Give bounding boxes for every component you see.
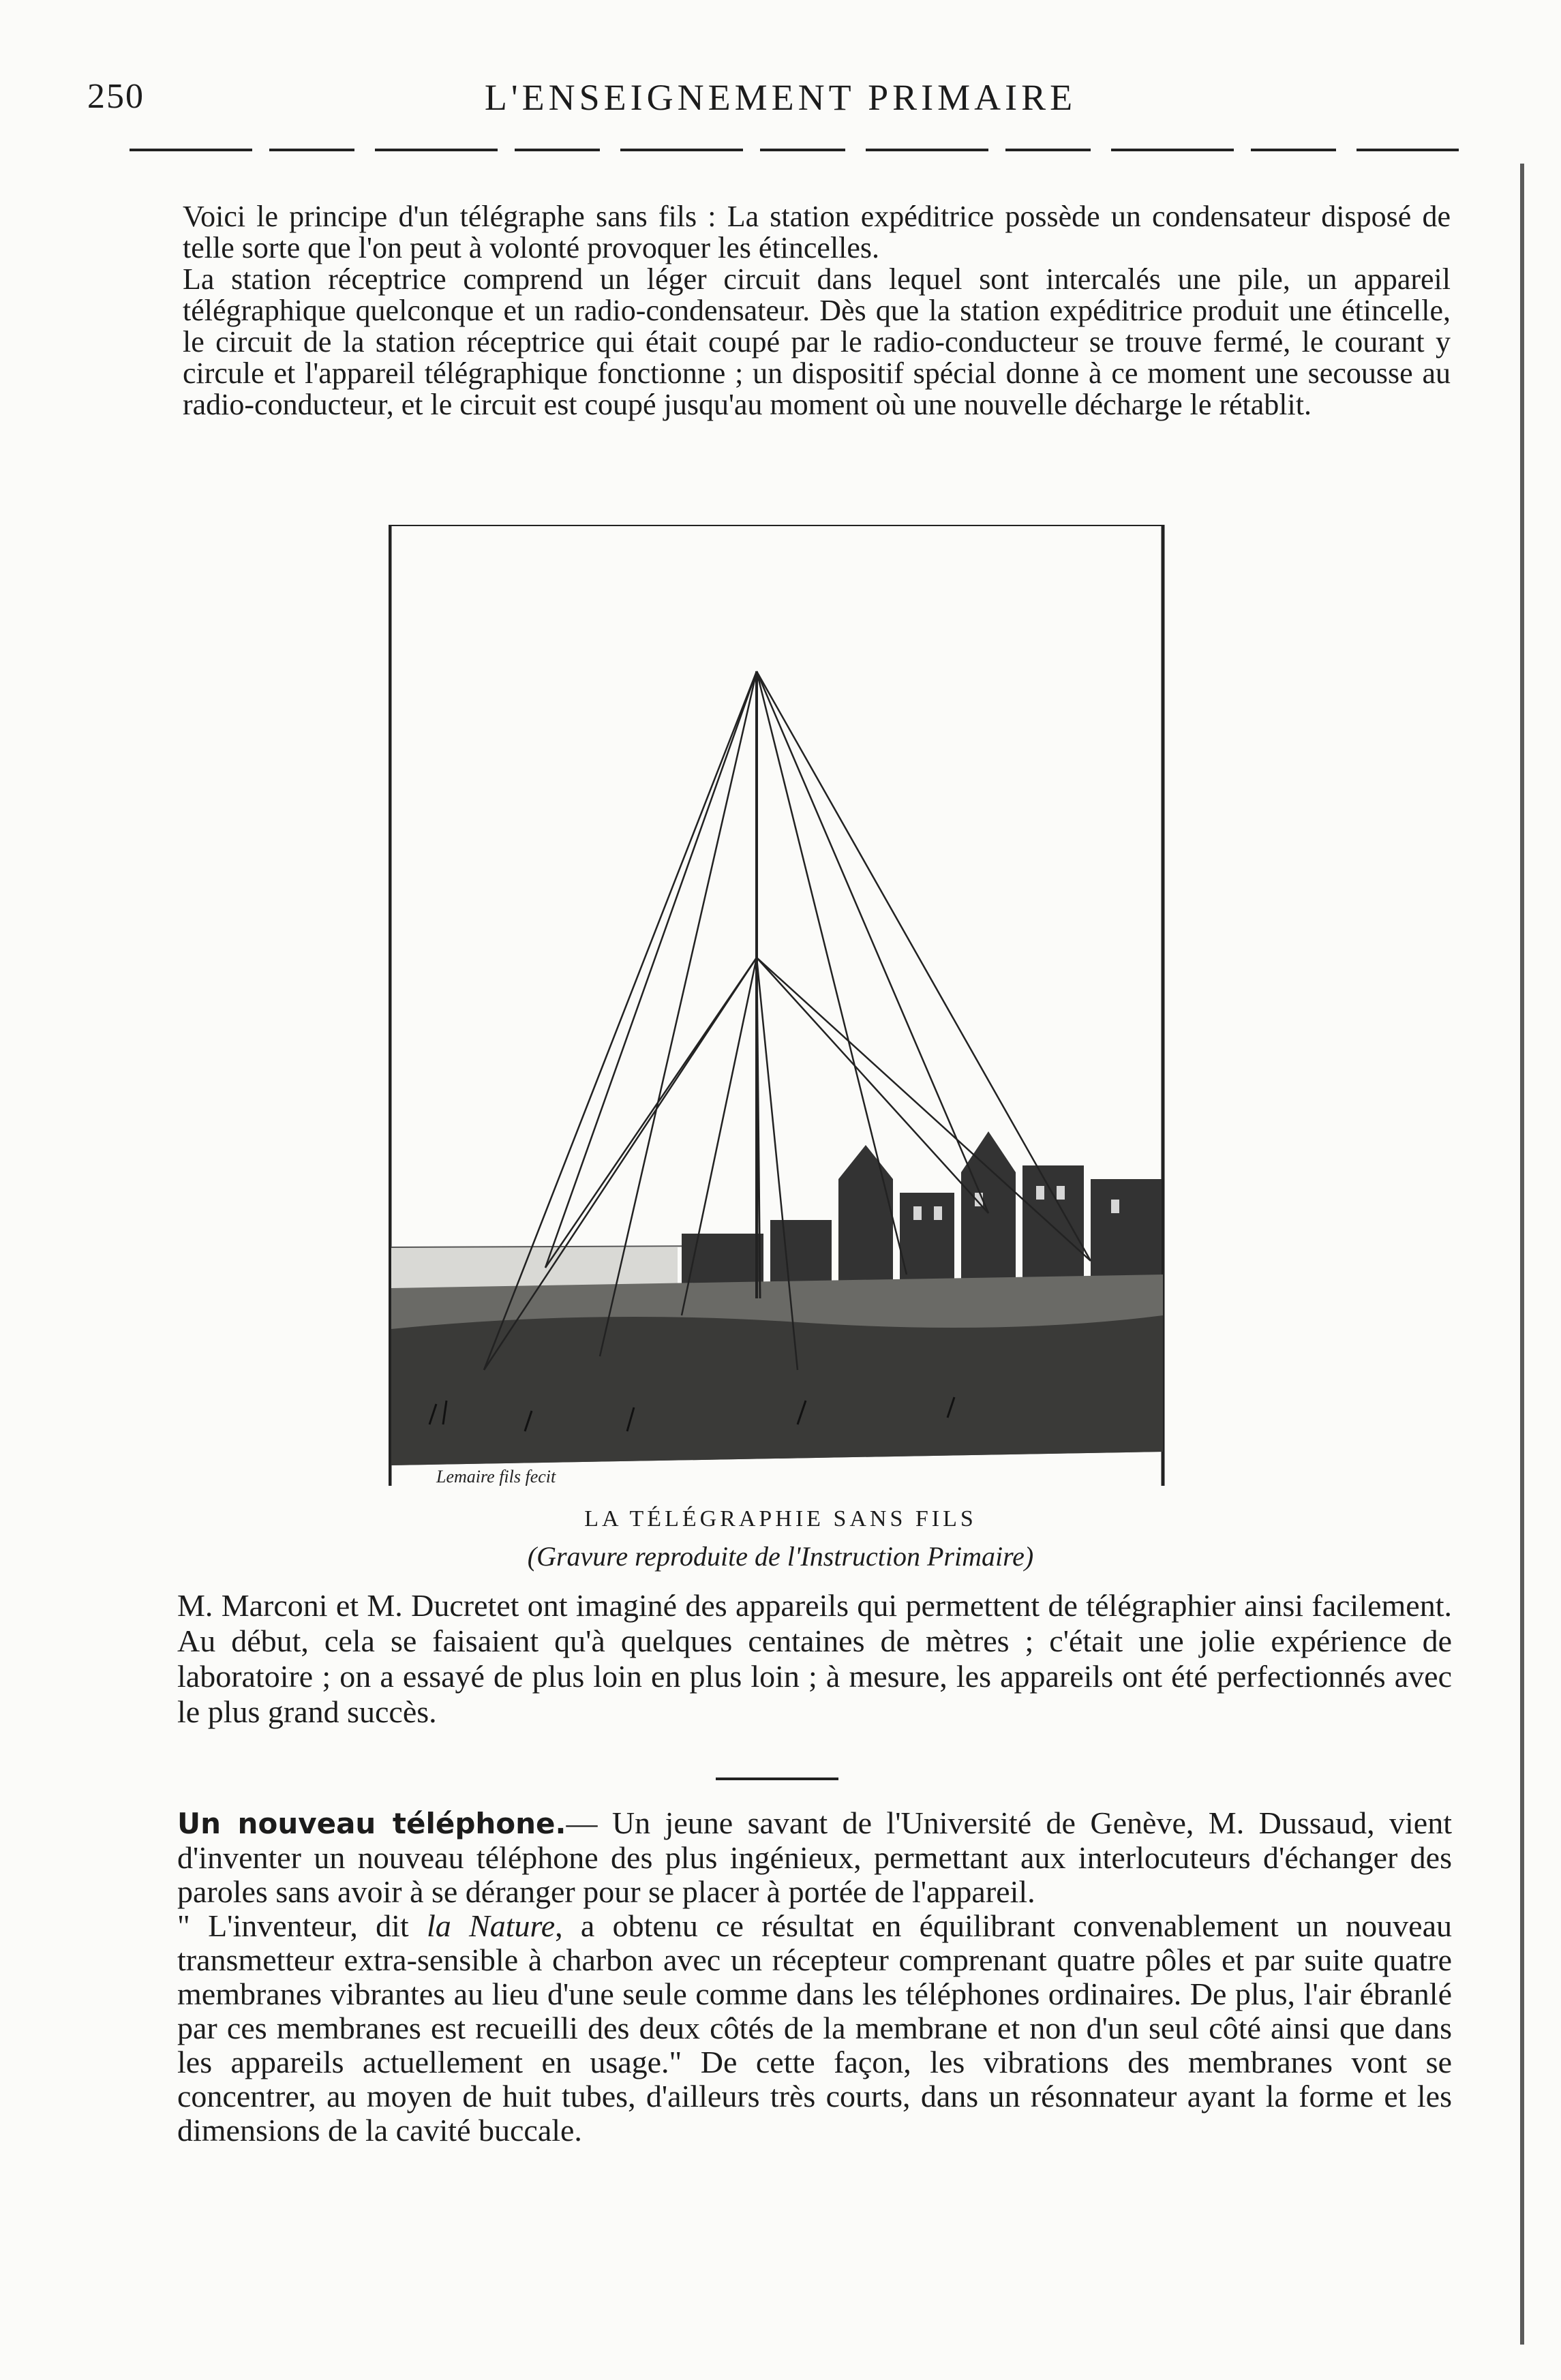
running-title: L'ENSEIGNEMENT PRIMAIRE — [484, 77, 1077, 118]
page-header — [0, 0, 1561, 157]
telephone-article — [102, 1806, 1452, 2148]
telephone-p2-b: , a obtenu ce résultat en équilibrant convenablement un nouveau transmetteur extra-sensible à charbon avec un récepteur comprenant quatre pôles et par suite quatre membranes vibrantes au lieu d'une seule comme dans les téléphones ordinaires. De plus, l'air ébranlé par ces membranes est recueilli des deux côtés de la membrane et non d'un seul côté ainsi que dans les appareils actuellement en usage." De cette façon, les vibrations des membranes vont se concentrer, au moyen de huit tubes, d'ailleurs très courts, dans un résonnateur ayant la forme et les dimensions de la cavité buccale. — [177, 1908, 1453, 2148]
engraving-svg — [389, 525, 1166, 1486]
header-rule — [130, 149, 1459, 151]
intro-line-1: Voici le principe d'un télégraphe sans fils : La station expéditrice possède un condensateur disposé de telle sorte que l'on peut à volonté provoquer les étincelles. — [183, 200, 1451, 264]
telephone-paragraph-2 — [102, 1909, 1452, 2148]
engraver-signature: Lemaire fils fecit — [436, 1467, 556, 1486]
water — [391, 1247, 678, 1288]
page-number: 250 — [87, 77, 145, 116]
figure-caption-source: (Gravure reproduite de l'Instruction Primaire) — [527, 1541, 1034, 1572]
intro-paragraph — [115, 201, 1451, 421]
telephone-paragraph-1 — [102, 1806, 1452, 1909]
telephone-p2-a: " L'inventeur, dit — [177, 1908, 427, 1943]
source-journal: la Nature — [426, 1908, 556, 1943]
antenna-engraving — [389, 525, 1166, 1486]
marconi-text: M. Marconi et M. Ducretet ont imaginé des appareils qui permettent de télégraphier ainsi facilement. Au début, cela se faisaient qu'à quelques centaines de mètres ; c'était une jolie expérience de laboratoire ; on a essayé de plus loin en plus loin ; à mesure, les appareils ont été perfectionnés avec le plus grand succès. — [177, 1588, 1452, 1729]
marconi-paragraph — [102, 1588, 1452, 1730]
section-title: Un nouveau téléphone. — [177, 1807, 566, 1840]
section-separator — [716, 1778, 838, 1780]
right-margin-line — [1520, 164, 1524, 2345]
telephone-p1-text: — Un jeune savant de l'Université de Genève, M. Dussaud, vient d'inventer un nouveau téléphone des plus ingénieux, permettant aux interlocuteurs d'échanger des paroles sans avoir à se déranger pour se placer à portée de l'appareil. — [177, 1805, 1452, 1909]
intro-line-2: La station réceptrice comprend un léger circuit dans lequel sont intercalés une pile, un appareil télégraphique quelconque et un radio-condensateur. Dès que la station expéditrice produit une étincelle, le circuit de la station réceptrice qui était coupé par le radio-conducteur se trouve fermé, le courant y circule et l'appareil télégraphique fonctionne ; un dispositif spécial donne à ce moment une secousse au radio-conducteur, et le circuit est coupé jusqu'au moment où une nouvelle décharge le rétablit. — [183, 262, 1451, 421]
figure-caption-title: LA TÉLÉGRAPHIE SANS FILS — [584, 1506, 977, 1531]
